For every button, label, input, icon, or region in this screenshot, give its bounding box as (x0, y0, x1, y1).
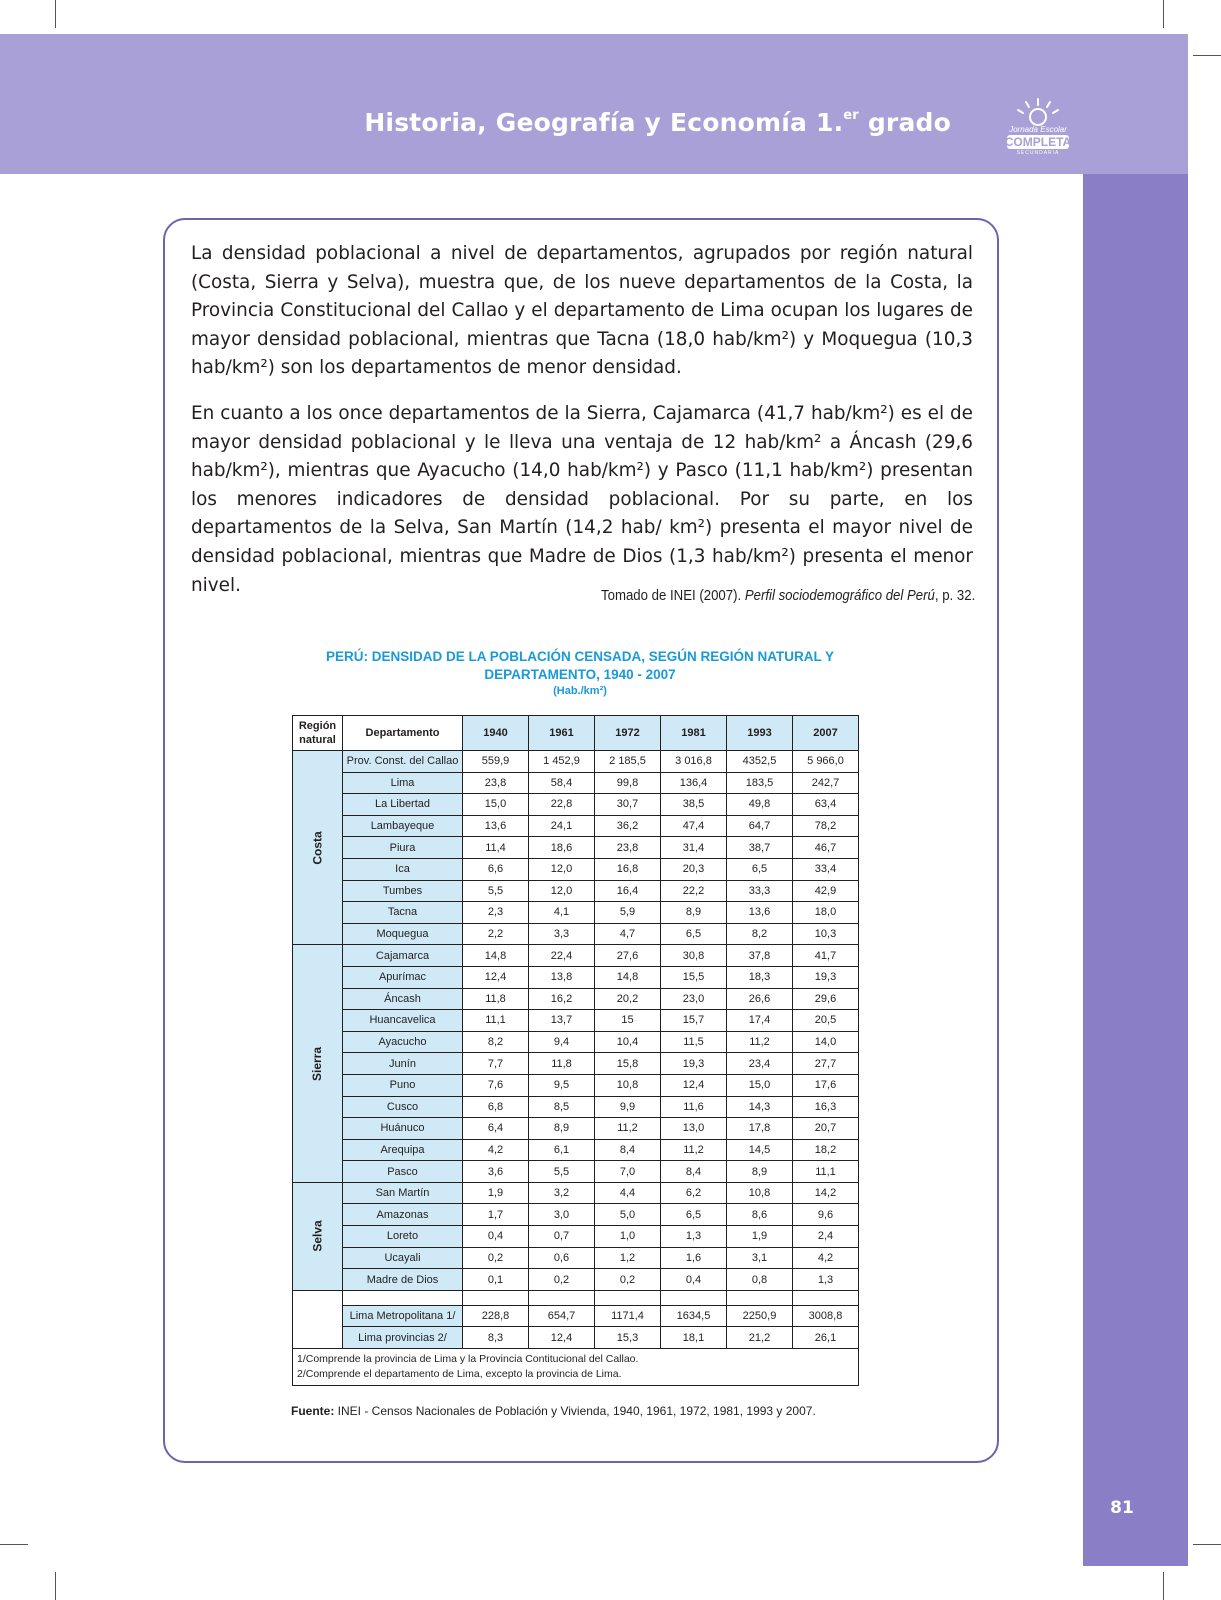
department-cell: Madre de Dios (343, 1269, 463, 1291)
value-cell: 16,3 (793, 1096, 859, 1118)
table-row (293, 1139, 859, 1161)
value-cell: 13,0 (661, 1118, 727, 1140)
department-cell: Ica (343, 858, 463, 880)
value-cell: 9,5 (529, 1074, 595, 1096)
value-cell: 4,4 (595, 1182, 661, 1204)
table-header-row (293, 716, 859, 751)
paragraph-1: La densidad poblacional a nivel de departamentos, agrupados por región natural (Costa, Sierra y Selva), muestra que, de los nueve departamentos de la Costa, la Provincia Constitucional del Callao y el departamento de Lima ocupan los lugares de mayor densidad poblacional, mientras que Tacna (18,0 hab/km²) y Moquegua (10,3 hab/km²) son los departamentos de menor densidad. (191, 243, 973, 379)
department-cell: Amazonas (343, 1204, 463, 1226)
value-cell: 3,2 (529, 1182, 595, 1204)
value-cell: 7,6 (463, 1074, 529, 1096)
table-row (293, 794, 859, 816)
region-label: Selva (310, 1220, 325, 1253)
department-cell: Huancavelica (343, 1010, 463, 1032)
value-cell: 20,3 (661, 858, 727, 880)
value-cell: 13,6 (463, 815, 529, 837)
value-cell: 1634,5 (661, 1305, 727, 1327)
value-cell: 18,0 (793, 902, 859, 924)
value-cell: 6,5 (727, 858, 793, 880)
value-cell: 10,8 (727, 1182, 793, 1204)
value-cell: 31,4 (661, 837, 727, 859)
value-cell: 15,5 (661, 966, 727, 988)
department-cell: Tacna (343, 902, 463, 924)
value-cell: 23,8 (463, 772, 529, 794)
value-cell: 19,3 (793, 966, 859, 988)
department-cell: Loreto (343, 1226, 463, 1248)
header-title-end: grado (858, 108, 951, 137)
value-cell: 5,9 (595, 902, 661, 924)
value-cell: 26,1 (793, 1327, 859, 1349)
department-cell: Apurímac (343, 966, 463, 988)
paragraph-2: En cuanto a los once departamentos de la Sierra, Cajamarca (41,7 hab/km²) es el de mayor densidad poblacional y le lleva una ventaja de 12 hab/km² a Áncash (29,6 hab/km²), mientras que Ayacucho (14,0 hab/km²) y Pasco (11,1 hab/km²) presentan los menores indicadores de densidad poblacional. Por su parte, en los departamentos de la Selva, San Martín (14,2 hab/ km²) presenta el mayor nivel de densidad poblacional, mientras que Madre de Dios (1,3 hab/km²) presenta el menor nivel. (191, 403, 973, 596)
value-cell: 3008,8 (793, 1305, 859, 1327)
value-cell: 11,1 (463, 1010, 529, 1032)
value-cell: 23,0 (661, 988, 727, 1010)
spacer-cell (793, 1290, 859, 1305)
logo-line2: COMPLETA (1004, 135, 1072, 149)
value-cell: 22,8 (529, 794, 595, 816)
table-row (293, 1031, 859, 1053)
value-cell: 0,4 (463, 1226, 529, 1248)
value-cell: 0,4 (661, 1269, 727, 1291)
header-year: 1981 (661, 716, 727, 751)
crop-mark (55, 1572, 56, 1600)
value-cell: 15,0 (727, 1074, 793, 1096)
value-cell: 42,9 (793, 880, 859, 902)
table-row (293, 1096, 859, 1118)
value-cell: 5,5 (529, 1161, 595, 1183)
value-cell: 12,4 (661, 1074, 727, 1096)
value-cell: 11,2 (727, 1031, 793, 1053)
table-row (293, 966, 859, 988)
department-cell: Puno (343, 1074, 463, 1096)
table-title (285, 648, 875, 698)
value-cell: 0,2 (529, 1269, 595, 1291)
value-cell: 1,3 (661, 1226, 727, 1248)
value-cell: 5,0 (595, 1204, 661, 1226)
crop-mark (1163, 0, 1164, 28)
region-label: Costa (310, 831, 325, 865)
value-cell: 36,2 (595, 815, 661, 837)
value-cell: 0,8 (727, 1269, 793, 1291)
citation (601, 587, 975, 604)
value-cell: 11,2 (595, 1118, 661, 1140)
value-cell: 4,2 (463, 1139, 529, 1161)
value-cell: 8,2 (727, 923, 793, 945)
citation-suffix: , p. 32. (934, 587, 975, 604)
value-cell: 22,2 (661, 880, 727, 902)
value-cell: 37,8 (727, 945, 793, 967)
value-cell: 16,4 (595, 880, 661, 902)
value-cell: 14,0 (793, 1031, 859, 1053)
table-row (293, 858, 859, 880)
value-cell: 9,9 (595, 1096, 661, 1118)
value-cell: 12,0 (529, 858, 595, 880)
value-cell: 0,2 (463, 1247, 529, 1269)
table-body (293, 751, 859, 1386)
header-year: 2007 (793, 716, 859, 751)
value-cell: 9,6 (793, 1204, 859, 1226)
value-cell: 63,4 (793, 794, 859, 816)
table-row (293, 1327, 859, 1349)
crop-mark (1193, 55, 1221, 56)
value-cell: 27,7 (793, 1053, 859, 1075)
value-cell: 6,4 (463, 1118, 529, 1140)
value-cell: 13,7 (529, 1010, 595, 1032)
table-title-line1: PERÚ: DENSIDAD DE LA POBLACIÓN CENSADA, SEGÚN REGIÓN NATURAL Y (325, 649, 835, 664)
value-cell: 99,8 (595, 772, 661, 794)
value-cell: 20,2 (595, 988, 661, 1010)
value-cell: 19,3 (661, 1053, 727, 1075)
value-cell: 12,4 (463, 966, 529, 988)
spacer-cell (343, 1290, 463, 1305)
value-cell: 14,3 (727, 1096, 793, 1118)
value-cell: 15,7 (661, 1010, 727, 1032)
value-cell: 17,6 (793, 1074, 859, 1096)
department-cell: San Martín (343, 1182, 463, 1204)
value-cell: 16,2 (529, 988, 595, 1010)
value-cell: 15,0 (463, 794, 529, 816)
value-cell: 0,6 (529, 1247, 595, 1269)
value-cell: 654,7 (529, 1305, 595, 1327)
table-row (293, 1053, 859, 1075)
value-cell: 38,7 (727, 837, 793, 859)
value-cell: 18,6 (529, 837, 595, 859)
value-cell: 47,4 (661, 815, 727, 837)
table-row (293, 1074, 859, 1096)
value-cell: 7,7 (463, 1053, 529, 1075)
value-cell: 8,9 (727, 1161, 793, 1183)
value-cell: 27,6 (595, 945, 661, 967)
value-cell: 23,4 (727, 1053, 793, 1075)
table-row (293, 902, 859, 924)
table-row (293, 1204, 859, 1226)
page-number: 81 (1110, 1498, 1134, 1518)
table-row (293, 1247, 859, 1269)
department-cell: Lima Metropolitana 1/ (343, 1305, 463, 1327)
value-cell: 1,7 (463, 1204, 529, 1226)
table-title-line2: DEPARTAMENTO, 1940 - 2007 (484, 667, 676, 682)
spacer-cell (463, 1290, 529, 1305)
value-cell: 11,8 (529, 1053, 595, 1075)
value-cell: 15,8 (595, 1053, 661, 1075)
logo-line1: Jornada Escolar (1009, 125, 1067, 134)
crop-mark (1193, 1544, 1221, 1545)
value-cell: 18,1 (661, 1327, 727, 1349)
value-cell: 1,9 (463, 1182, 529, 1204)
department-cell: La Libertad (343, 794, 463, 816)
header-year: 1940 (463, 716, 529, 751)
crop-mark (55, 0, 56, 28)
value-cell: 33,3 (727, 880, 793, 902)
value-cell: 12,0 (529, 880, 595, 902)
header-year: 1993 (727, 716, 793, 751)
table-row (293, 815, 859, 837)
table-row (293, 1305, 859, 1327)
value-cell: 78,2 (793, 815, 859, 837)
value-cell: 13,6 (727, 902, 793, 924)
department-cell: Áncash (343, 988, 463, 1010)
crop-mark (1163, 1572, 1164, 1600)
value-cell: 1171,4 (595, 1305, 661, 1327)
value-cell: 1 452,9 (529, 751, 595, 773)
table-row (293, 1269, 859, 1291)
table-row (293, 923, 859, 945)
table-row (293, 837, 859, 859)
department-cell: Piura (343, 837, 463, 859)
value-cell: 1,0 (595, 1226, 661, 1248)
value-cell: 559,9 (463, 751, 529, 773)
citation-title: Perfil sociodemográfico del Perú (744, 587, 935, 604)
value-cell: 6,5 (661, 923, 727, 945)
header-title-text: Historia, Geografía y Economía 1. (364, 108, 844, 137)
value-cell: 8,3 (463, 1327, 529, 1349)
value-cell: 3,1 (727, 1247, 793, 1269)
jornada-escolar-logo (996, 95, 1080, 157)
department-cell: Lima provincias 2/ (343, 1327, 463, 1349)
value-cell: 2,2 (463, 923, 529, 945)
value-cell: 7,0 (595, 1161, 661, 1183)
value-cell: 6,8 (463, 1096, 529, 1118)
value-cell: 9,4 (529, 1031, 595, 1053)
department-cell: Cajamarca (343, 945, 463, 967)
value-cell: 1,6 (661, 1247, 727, 1269)
value-cell: 18,3 (727, 966, 793, 988)
value-cell: 3 016,8 (661, 751, 727, 773)
department-cell: Huánuco (343, 1118, 463, 1140)
spacer-cell (661, 1290, 727, 1305)
value-cell: 30,7 (595, 794, 661, 816)
department-cell: Prov. Const. del Callao (343, 751, 463, 773)
value-cell: 11,5 (661, 1031, 727, 1053)
value-cell: 3,3 (529, 923, 595, 945)
table-row (293, 988, 859, 1010)
value-cell: 4352,5 (727, 751, 793, 773)
note-1: 1/Comprende la provincia de Lima y la Provincia Contitucional del Callao. (297, 1353, 639, 1366)
value-cell: 8,6 (727, 1204, 793, 1226)
header-year: 1961 (529, 716, 595, 751)
region-cell (293, 1182, 343, 1290)
department-cell: Cusco (343, 1096, 463, 1118)
value-cell: 30,8 (661, 945, 727, 967)
value-cell: 4,2 (793, 1247, 859, 1269)
page-header-title (364, 108, 951, 137)
spacer-cell (727, 1290, 793, 1305)
value-cell: 0,2 (595, 1269, 661, 1291)
value-cell: 20,5 (793, 1010, 859, 1032)
source-label: Fuente: (291, 1404, 335, 1418)
table-row (293, 1118, 859, 1140)
value-cell: 183,5 (727, 772, 793, 794)
spacer-cell (529, 1290, 595, 1305)
note-2: 2/Comprende el departamento de Lima, excepto la provincia de Lima. (297, 1368, 622, 1381)
department-cell: Ayacucho (343, 1031, 463, 1053)
value-cell: 11,1 (793, 1161, 859, 1183)
value-cell: 2,3 (463, 902, 529, 924)
spacer-cell (595, 1290, 661, 1305)
value-cell: 11,4 (463, 837, 529, 859)
value-cell: 17,4 (727, 1010, 793, 1032)
header-department: Departamento (343, 716, 463, 751)
table-unit: (Hab./km²) (553, 685, 607, 697)
value-cell: 15,3 (595, 1327, 661, 1349)
value-cell: 12,4 (529, 1327, 595, 1349)
value-cell: 4,7 (595, 923, 661, 945)
department-cell: Lima (343, 772, 463, 794)
region-label: Sierra (310, 1046, 325, 1081)
side-color-bar (1083, 174, 1188, 1566)
value-cell: 8,4 (595, 1139, 661, 1161)
value-cell: 58,4 (529, 772, 595, 794)
region-cell (293, 945, 343, 1183)
value-cell: 228,8 (463, 1305, 529, 1327)
table-row (293, 751, 859, 773)
value-cell: 10,4 (595, 1031, 661, 1053)
header-region: Región natural (293, 716, 343, 751)
value-cell: 24,1 (529, 815, 595, 837)
value-cell: 8,4 (661, 1161, 727, 1183)
header-title-superscript: er (843, 108, 859, 123)
value-cell: 16,8 (595, 858, 661, 880)
value-cell: 8,9 (661, 902, 727, 924)
value-cell: 3,0 (529, 1204, 595, 1226)
value-cell: 8,2 (463, 1031, 529, 1053)
value-cell: 10,3 (793, 923, 859, 945)
value-cell: 8,5 (529, 1096, 595, 1118)
notes-cell (293, 1349, 859, 1386)
value-cell: 29,6 (793, 988, 859, 1010)
department-cell: Ucayali (343, 1247, 463, 1269)
value-cell: 41,7 (793, 945, 859, 967)
department-cell: Lambayeque (343, 815, 463, 837)
value-cell: 46,7 (793, 837, 859, 859)
value-cell: 11,6 (661, 1096, 727, 1118)
value-cell: 242,7 (793, 772, 859, 794)
value-cell: 15 (595, 1010, 661, 1032)
notes-row (293, 1349, 859, 1386)
table-row (293, 772, 859, 794)
table-row (293, 1226, 859, 1248)
table-row (293, 1161, 859, 1183)
value-cell: 49,8 (727, 794, 793, 816)
value-cell: 0,7 (529, 1226, 595, 1248)
value-cell: 38,5 (661, 794, 727, 816)
value-cell: 33,4 (793, 858, 859, 880)
header-year: 1972 (595, 716, 661, 751)
table-row (293, 1010, 859, 1032)
value-cell: 18,2 (793, 1139, 859, 1161)
value-cell: 14,8 (595, 966, 661, 988)
value-cell: 5,5 (463, 880, 529, 902)
value-cell: 3,6 (463, 1161, 529, 1183)
value-cell: 26,6 (727, 988, 793, 1010)
department-cell: Junín (343, 1053, 463, 1075)
region-cell-empty (293, 1305, 343, 1327)
value-cell: 23,8 (595, 837, 661, 859)
table-source (291, 1404, 816, 1418)
value-cell: 22,4 (529, 945, 595, 967)
value-cell: 8,9 (529, 1118, 595, 1140)
value-cell: 14,5 (727, 1139, 793, 1161)
value-cell: 14,2 (793, 1182, 859, 1204)
spacer-row (293, 1290, 859, 1305)
logo-line3: SECUNDARIA (1016, 150, 1060, 156)
value-cell: 11,8 (463, 988, 529, 1010)
value-cell: 4,1 (529, 902, 595, 924)
value-cell: 20,7 (793, 1118, 859, 1140)
spacer-cell (293, 1290, 343, 1305)
value-cell: 2 185,5 (595, 751, 661, 773)
value-cell: 10,8 (595, 1074, 661, 1096)
value-cell: 6,2 (661, 1182, 727, 1204)
value-cell: 6,1 (529, 1139, 595, 1161)
value-cell: 64,7 (727, 815, 793, 837)
value-cell: 2250,9 (727, 1305, 793, 1327)
value-cell: 11,2 (661, 1139, 727, 1161)
table-row (293, 945, 859, 967)
value-cell: 0,1 (463, 1269, 529, 1291)
table-row (293, 1182, 859, 1204)
value-cell: 1,9 (727, 1226, 793, 1248)
citation-prefix: Tomado de INEI (2007). (600, 587, 745, 604)
value-cell: 1,3 (793, 1269, 859, 1291)
region-cell (293, 751, 343, 945)
department-cell: Pasco (343, 1161, 463, 1183)
density-table (292, 715, 859, 1386)
region-cell-empty (293, 1327, 343, 1349)
department-cell: Arequipa (343, 1139, 463, 1161)
value-cell: 17,8 (727, 1118, 793, 1140)
value-cell: 6,5 (661, 1204, 727, 1226)
value-cell: 1,2 (595, 1247, 661, 1269)
value-cell: 13,8 (529, 966, 595, 988)
value-cell: 2,4 (793, 1226, 859, 1248)
table-row (293, 880, 859, 902)
source-text: INEI - Censos Nacionales de Población y Vivienda, 1940, 1961, 1972, 1981, 1993 y 2007. (334, 1404, 816, 1418)
value-cell: 21,2 (727, 1327, 793, 1349)
value-cell: 5 966,0 (793, 751, 859, 773)
department-cell: Tumbes (343, 880, 463, 902)
value-cell: 14,8 (463, 945, 529, 967)
crop-mark (0, 1544, 28, 1545)
value-cell: 136,4 (661, 772, 727, 794)
value-cell: 6,6 (463, 858, 529, 880)
department-cell: Moquegua (343, 923, 463, 945)
